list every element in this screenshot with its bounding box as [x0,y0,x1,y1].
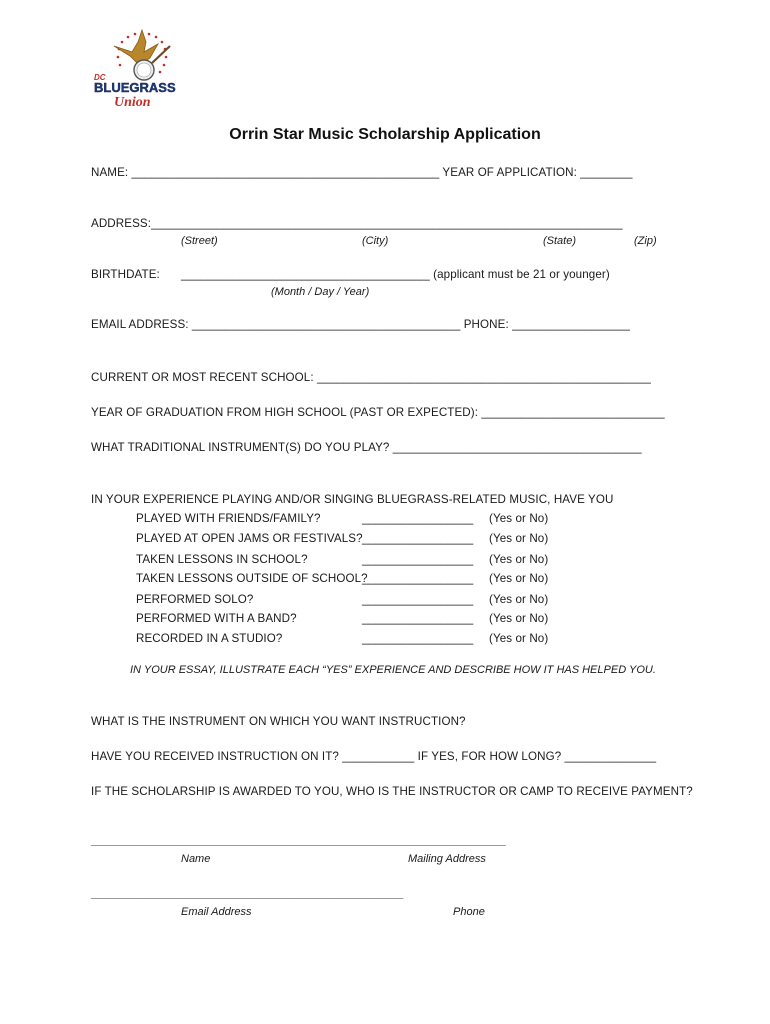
logo-dc: DC [94,73,106,82]
email-address-label: Email Address [181,906,252,918]
address-state-hint: (State) [543,235,577,247]
school-line: CURRENT OR MOST RECENT SCHOOL: ___________________________________________________ [91,371,651,384]
name-year-line: NAME: _______________________________________________ YEAR OF APPLICATION: ________ [91,166,633,179]
essay-note: IN YOUR ESSAY, ILLUSTRATE EACH “YES” EXPERIENCE AND DESCRIBE HOW IT HAS HELPED YOU. [130,664,656,676]
logo-union: Union [114,95,151,110]
page-title: Orrin Star Music Scholarship Application [229,126,541,143]
birthdate-line: ______________________________________ (applicant must be 21 or younger) [181,268,610,281]
phone-label: Phone [453,906,485,918]
experience-item: PERFORMED SOLO? [136,593,254,606]
experience-answer: (Yes or No) [489,572,549,585]
experience-item: PLAYED AT OPEN JAMS OR FESTIVALS? [136,532,363,545]
birthdate-hint: (Month / Day / Year) [271,286,370,298]
name-label: Name [181,853,211,865]
experience-blank: _________________ [362,572,474,585]
experience-answer: (Yes or No) [489,512,549,525]
experience-item: TAKEN LESSONS IN SCHOOL? [136,553,308,566]
birthdate-label: BIRTHDATE: [91,268,160,281]
dc-bluegrass-union-logo [92,28,192,110]
email-phone-line: EMAIL ADDRESS: _________________________________________ PHONE: __________________ [91,318,630,331]
experience-blank: _________________ [362,553,474,566]
experience-intro: IN YOUR EXPERIENCE PLAYING AND/OR SINGING BLUEGRASS-RELATED MUSIC, HAVE YOU [91,493,614,506]
instruction-received-line: HAVE YOU RECEIVED INSTRUCTION ON IT? ___________ IF YES, FOR HOW LONG? ______________ [91,750,657,763]
experience-blank: _________________ [362,532,474,545]
instrument-question: WHAT IS THE INSTRUMENT ON WHICH YOU WANT INSTRUCTION? [91,715,466,728]
experience-answer: (Yes or No) [489,593,549,606]
experience-answer: (Yes or No) [489,532,549,545]
experience-item: PLAYED WITH FRIENDS/FAMILY? [136,512,321,525]
experience-blank: _________________ [362,593,474,606]
mailing-address-label: Mailing Address [408,853,486,865]
experience-item: PERFORMED WITH A BAND? [136,612,297,625]
experience-answer: (Yes or No) [489,632,549,645]
experience-item: TAKEN LESSONS OUTSIDE OF SCHOOL? [136,572,368,585]
payment-question: IF THE SCHOLARSHIP IS AWARDED TO YOU, WHO IS THE INSTRUCTOR OR CAMP TO RECEIVE PAYMENT? [91,785,693,798]
experience-blank: _________________ [362,612,474,625]
address-street-hint: (Street) [181,235,218,247]
instruments-line: WHAT TRADITIONAL INSTRUMENT(S) DO YOU PLAY? ______________________________________ [91,441,642,454]
experience-blank: _________________ [362,512,474,525]
experience-item: RECORDED IN A STUDIO? [136,632,283,645]
email-phone-signature-line: ______________________________________________________________________ [91,889,404,899]
address-city-hint: (City) [362,235,389,247]
address-zip-hint: (Zip) [634,235,657,247]
address-line: ADDRESS:________________________________________________________________________ [91,217,623,230]
experience-answer: (Yes or No) [489,612,549,625]
logo-bluegrass: BLUEGRASS [94,80,176,95]
graduation-line: YEAR OF GRADUATION FROM HIGH SCHOOL (PAST OR EXPECTED): ____________________________ [91,406,665,419]
experience-answer: (Yes or No) [489,553,549,566]
name-address-line: _____________________________________________________________________________________________ [91,836,506,846]
experience-blank: _________________ [362,632,474,645]
